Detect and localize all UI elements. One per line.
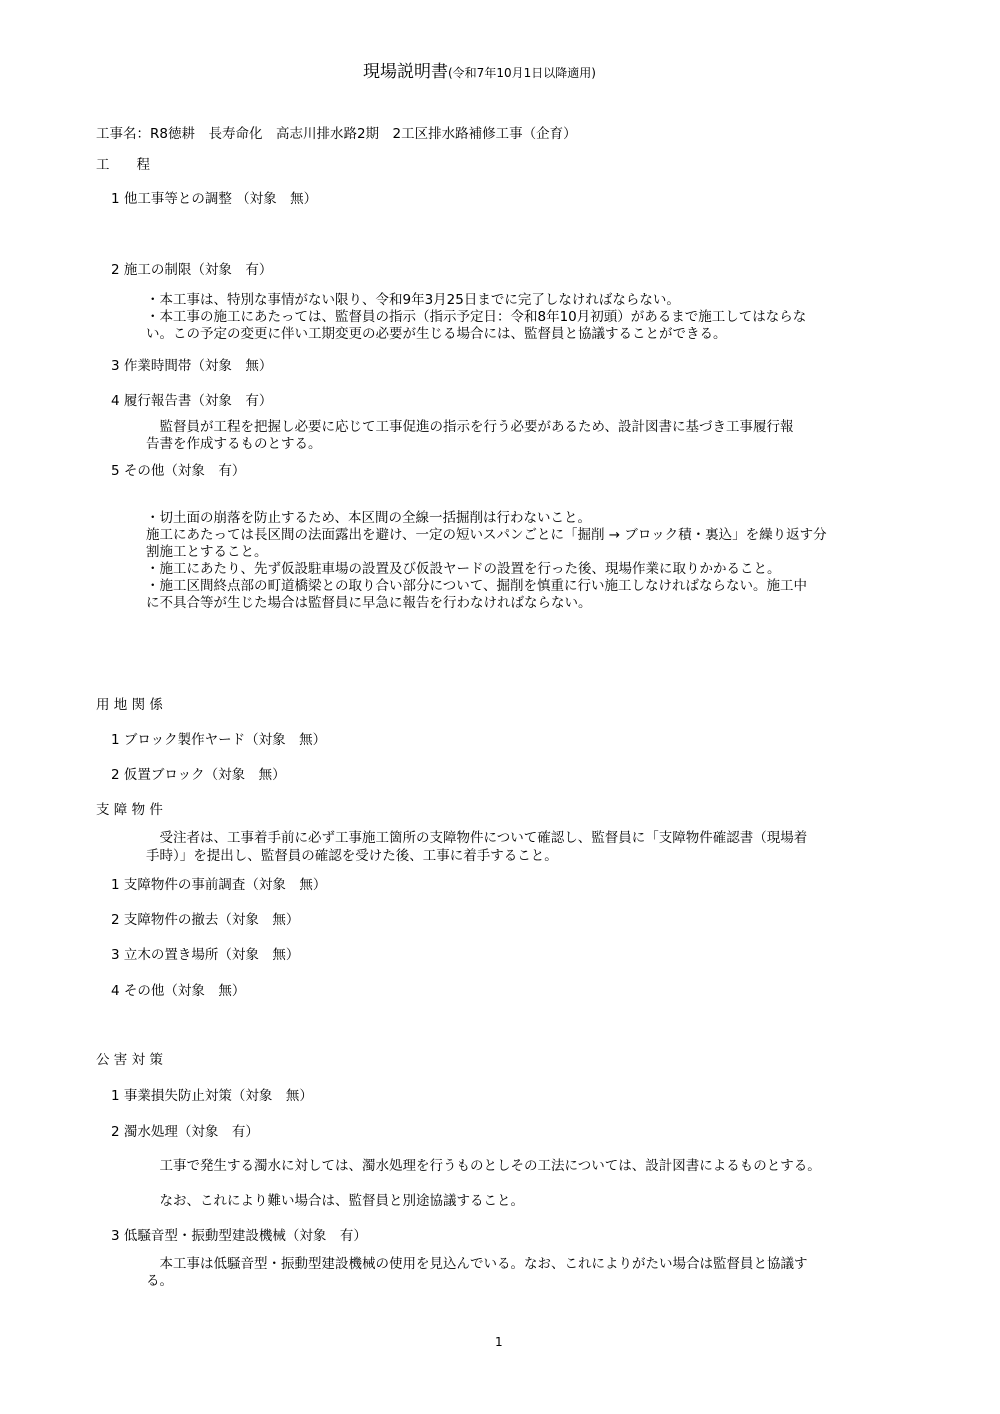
schedule-item-4-line-1: 監督員が工程を把握し必要に応じて工事促進の指示を行う必要があるため、設計図書に基づき工事履行報 [146,419,794,435]
schedule-item-2-line-2: ・本工事の施工にあたっては、監督員の指示（指示予定日：令和8年10月初頭）があるまで施工してはならな [146,309,807,325]
schedule-item-2: 2 施工の制限（対象 有） [111,262,273,278]
page-number: 1 [495,1335,503,1349]
land-item-1: 1 ブロック製作ヤード（対象 無） [111,732,327,748]
pollution-item-1: 1 事業損失防止対策（対象 無） [111,1088,313,1104]
land-item-2: 2 仮置ブロック（対象 無） [111,767,286,783]
pollution-item-3-line-1: 本工事は低騒音型・振動型建設機械の使用を見込んでいる。なお、これによりがたい場合は監督員と協議す [146,1256,808,1272]
obstacles-item-4: 4 その他（対象 無） [111,983,246,999]
schedule-item-5-line-2: 施工にあたっては長区間の法面露出を避け、一定の短いスパンごとに「掘削 → ブロック積・裏込」を繰り返す分 [146,527,827,543]
section-heading-obstacles: 支 障 物 件 [96,802,163,818]
section-heading-schedule: 工 程 [96,157,150,173]
project-name: 工事名：R8徳耕 長寿命化 高志川排水路2期 2工区排水路補修工事（企育） [96,126,577,142]
schedule-item-2-line-3: い。この予定の変更に伴い工期変更の必要が生じる場合には、監督員と協議することができる。 [146,326,727,342]
obstacles-item-3: 3 立木の置き場所（対象 無） [111,947,300,963]
obstacles-item-1: 1 支障物件の事前調査（対象 無） [111,877,327,893]
schedule-item-3: 3 作業時間帯（対象 無） [111,358,273,374]
schedule-item-5-line-1: ・切土面の崩落を防止するため、本区間の全線一括掘削は行わないこと。 [146,510,591,526]
pollution-item-3: 3 低騒音型・振動型建設機械（対象 有） [111,1228,367,1244]
obstacles-item-2: 2 支障物件の撤去（対象 無） [111,912,300,928]
document-title [363,64,596,81]
obstacles-intro-line-1: 受注者は、工事着手前に必ず工事施工箇所の支障物件について確認し、監督員に「支障物件確認書（現場着 [146,830,808,846]
section-heading-pollution: 公 害 対 策 [96,1052,163,1068]
title-main: 現場説明書 [363,62,448,82]
schedule-item-5: 5 その他（対象 有） [111,463,246,479]
schedule-item-5-line-6: に不具合等が生じた場合は監督員に早急に報告を行わなければならない。 [146,595,592,611]
schedule-item-5-line-4: ・施工にあたり、先ず仮設駐車場の設置及び仮設ヤードの設置を行った後、現場作業に取りかかること。 [146,561,781,577]
section-heading-land: 用 地 関 係 [96,697,163,713]
schedule-item-2-line-1: ・本工事は、特別な事情がない限り、令和9年3月25日までに完了しなければならない。 [146,292,680,308]
pollution-item-3-line-2: る。 [146,1273,173,1289]
schedule-item-5-line-5: ・施工区間終点部の町道橋梁との取り合い部分について、掘削を慎重に行い施工しなければならない。施工中 [146,578,807,594]
schedule-item-4-line-2: 告書を作成するものとする。 [146,436,322,452]
pollution-item-2-line-2: なお、これにより難い場合は、監督員と別途協議すること。 [146,1193,524,1209]
obstacles-intro-line-2: 手時）」を提出し、監督員の確認を受けた後、工事に着手すること。 [146,848,558,864]
schedule-item-1: 1 他工事等との調整 （対象 無） [111,191,318,207]
schedule-item-5-line-3: 割施工とすること。 [146,544,268,560]
pollution-item-2-line-1: 工事で発生する濁水に対しては、濁水処理を行うものとしその工法については、設計図書によるものとする。 [146,1158,821,1174]
schedule-item-4: 4 履行報告書（対象 有） [111,393,273,409]
pollution-item-2: 2 濁水処理（対象 有） [111,1124,259,1140]
title-subtitle: (令和7年10月1日以降適用) [448,66,596,80]
